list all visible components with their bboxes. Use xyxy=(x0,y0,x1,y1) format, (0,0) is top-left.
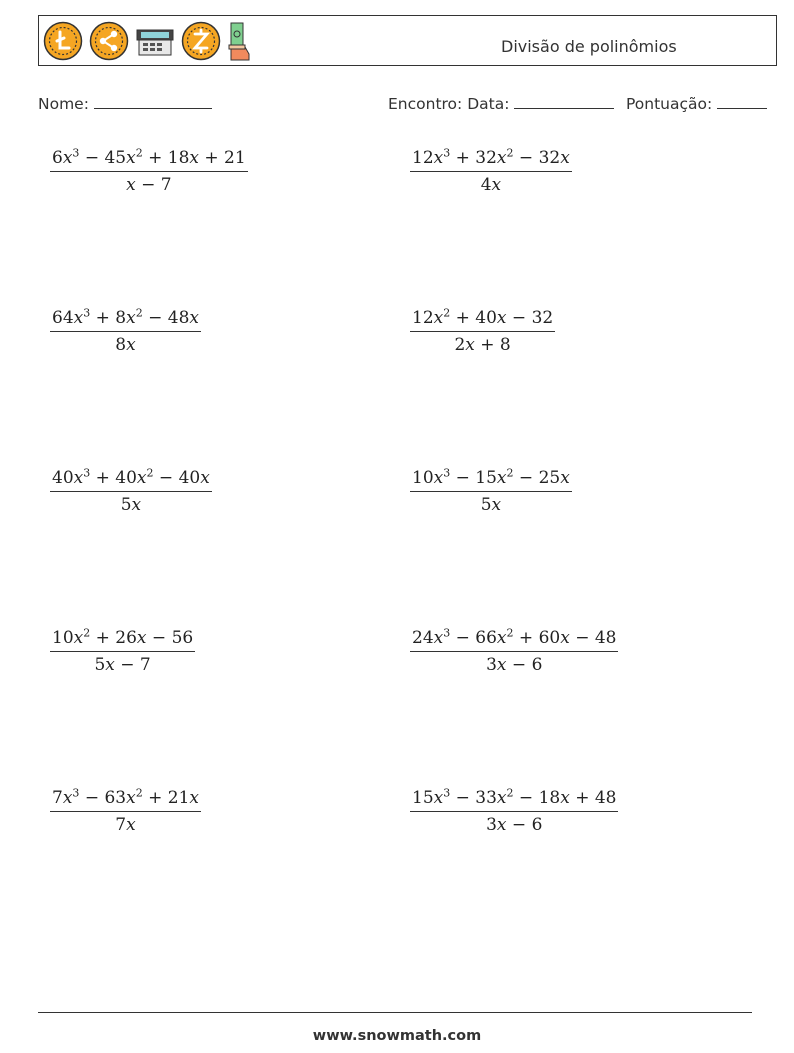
meeting-label: Encontro: xyxy=(388,95,463,113)
name-blank[interactable] xyxy=(94,94,212,109)
problem-5 xyxy=(50,468,212,515)
name-field xyxy=(38,94,212,113)
header-icons xyxy=(43,21,253,61)
fraction xyxy=(410,628,618,675)
numerator: $24x^3 - 66x^2 + 60x - 48$ xyxy=(410,628,618,652)
litecoin-coin-icon xyxy=(43,21,83,61)
numerator: $15x^3 - 33x^2 - 18x + 48$ xyxy=(410,788,618,812)
problem-6 xyxy=(410,468,572,515)
worksheet-title: Divisão de polinômios xyxy=(501,37,677,56)
numerator: $10x^2 + 26x - 56$ xyxy=(50,628,195,652)
score-blank[interactable] xyxy=(717,94,767,109)
name-label: Nome: xyxy=(38,95,89,113)
numerator: $12x^2 + 40x - 32$ xyxy=(410,308,555,332)
denominator: 2x + 8 xyxy=(454,335,511,355)
denominator: 3x − 6 xyxy=(486,655,543,675)
fraction xyxy=(50,148,248,195)
fraction xyxy=(50,788,201,835)
footer-divider xyxy=(38,1012,752,1013)
denominator: 3x − 6 xyxy=(486,815,543,835)
footer-url: www.snowmath.com xyxy=(312,1028,482,1044)
fraction xyxy=(410,788,618,835)
denominator: x − 7 xyxy=(126,175,172,195)
problem-4 xyxy=(410,308,555,355)
problem-9 xyxy=(50,788,201,835)
numerator: $40x^3 + 40x^2 - 40x$ xyxy=(50,468,212,492)
cash-register-icon xyxy=(135,21,175,61)
fraction xyxy=(50,468,212,515)
fraction xyxy=(50,308,201,355)
numerator: $6x^3 - 45x^2 + 18x + 21$ xyxy=(50,148,248,172)
score-label: Pontuação: xyxy=(626,95,713,113)
problem-2 xyxy=(410,148,572,195)
denominator: 7x xyxy=(115,815,136,835)
hand-with-banknote-icon xyxy=(227,21,253,61)
numerator: $10x^3 - 15x^2 - 25x$ xyxy=(410,468,572,492)
fraction xyxy=(50,628,195,675)
denominator: 5x − 7 xyxy=(94,655,151,675)
fraction xyxy=(410,468,572,515)
date-label: Data: xyxy=(467,95,510,113)
problem-10 xyxy=(410,788,618,835)
share-coin-icon xyxy=(89,21,129,61)
fraction xyxy=(410,148,572,195)
numerator: $7x^3 - 63x^2 + 21x$ xyxy=(50,788,201,812)
denominator: 5x xyxy=(120,495,142,515)
denominator: 8x xyxy=(115,335,136,355)
problem-8 xyxy=(410,628,618,675)
score-field xyxy=(626,94,767,113)
meeting-date-field xyxy=(388,94,614,113)
zcash-coin-icon xyxy=(181,21,221,61)
worksheet-header xyxy=(38,15,777,66)
date-blank[interactable] xyxy=(514,94,614,109)
denominator: 4x xyxy=(480,175,502,195)
numerator: $12x^3 + 32x^2 - 32x$ xyxy=(410,148,572,172)
problem-3 xyxy=(50,308,201,355)
problem-1 xyxy=(50,148,248,195)
numerator: $64x^3 + 8x^2 - 48x$ xyxy=(50,308,201,332)
denominator: 5x xyxy=(480,495,502,515)
fraction xyxy=(410,308,555,355)
problem-7 xyxy=(50,628,195,675)
